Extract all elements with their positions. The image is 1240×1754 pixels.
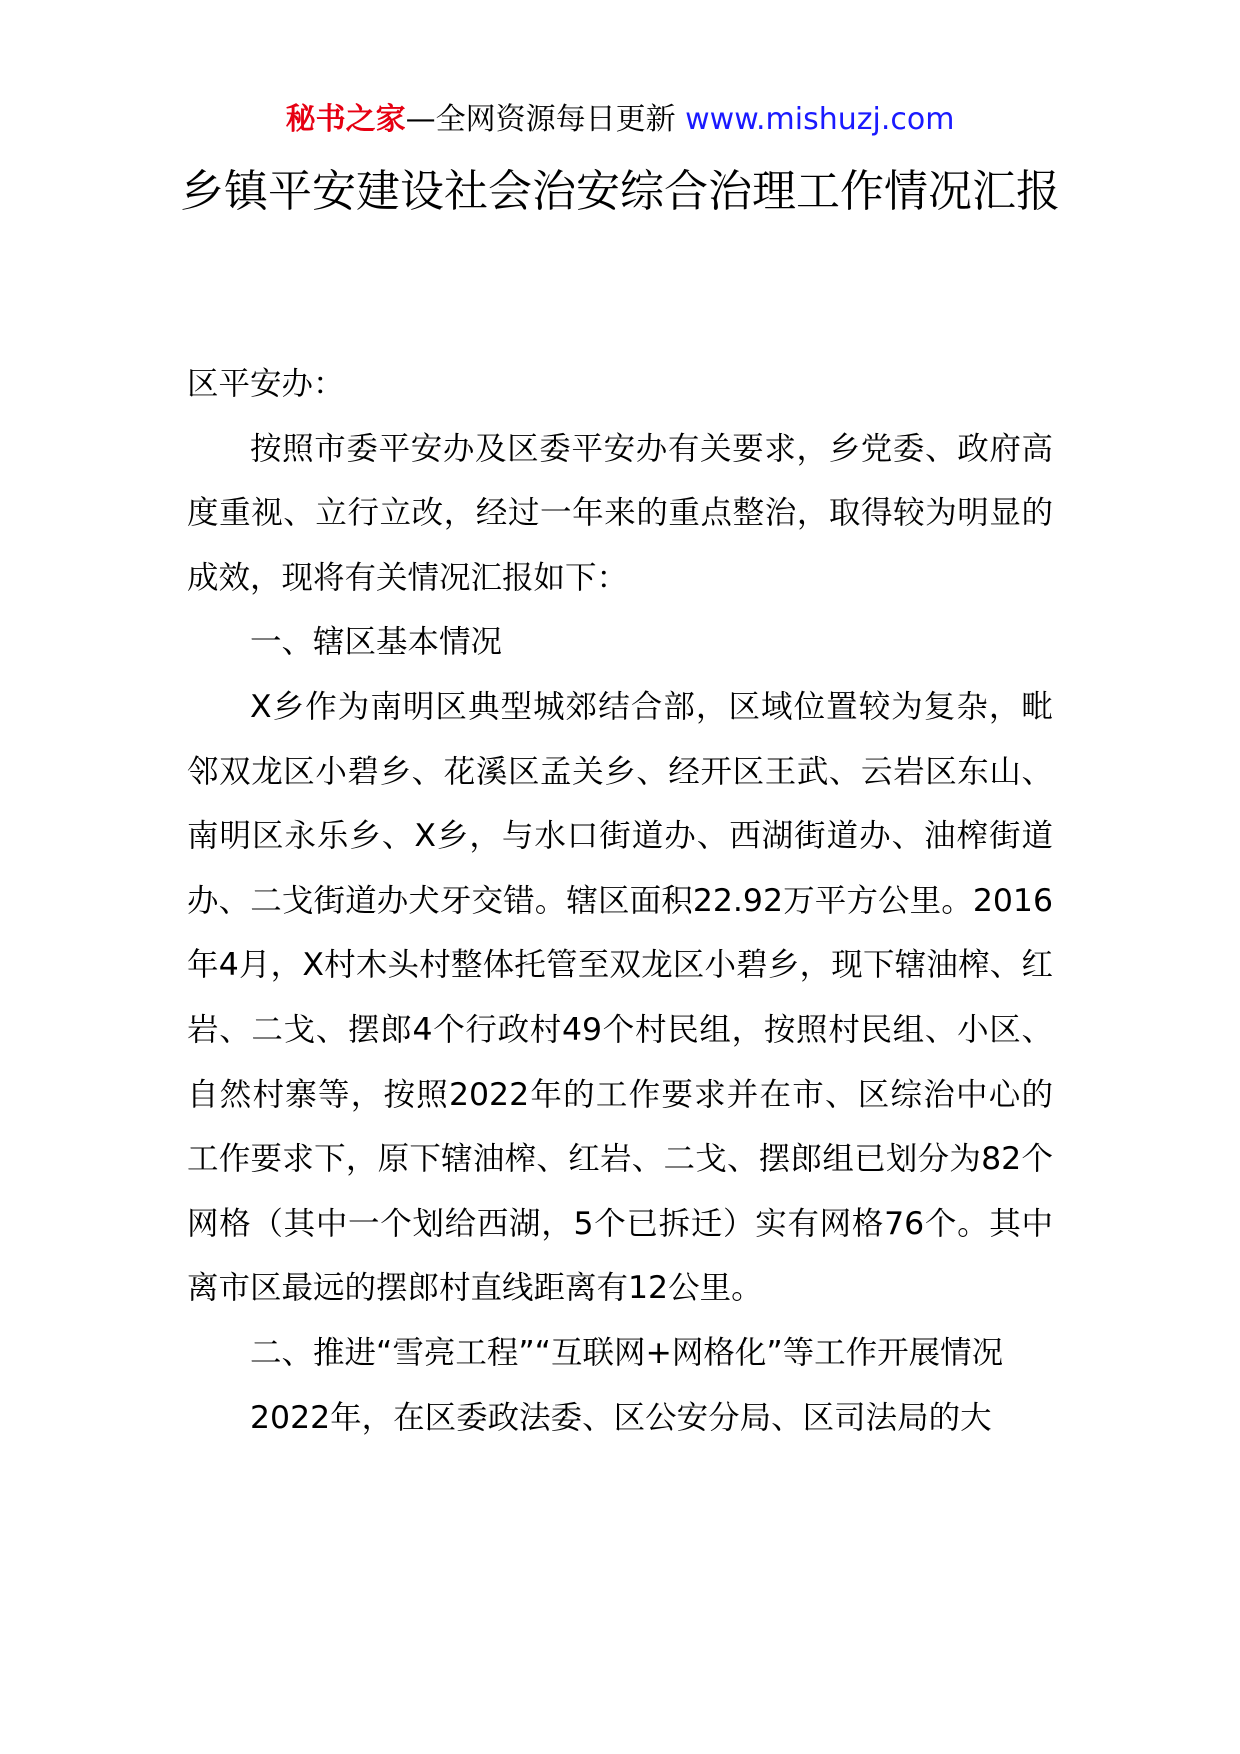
section-heading-1: 一、辖区基本情况 (250, 624, 503, 661)
section-heading-2: 二、推进“雪亮工程”“互联网+网格化”等工作开展情况 (250, 1334, 1004, 1371)
site-brand: 秘书之家 (285, 102, 406, 137)
section-1-paragraph: X乡作为南明区典型城郊结合部，区域位置较为复杂，毗邻双龙区小碧乡、花溪区孟关乡、经开区王武、云岩区东山、南明区永乐乡、X乡，与水口街道办、西湖街道办、油榨街道办、二戈街道办犬牙交错。辖区面积22.92万平方公里。2016年4月，X村木头村整体托管至双龙区小碧乡，现下辖油榨、红岩、二戈、摆郎4个行政村49个村民组，按照村民组、小区、自然村寨等，按照2022年的工作要求并在市、区综治中心的工作要求下，原下辖油榨、红岩、二戈、摆郎组已划分为82个网格（其中一个划给西湖，5个已拆迁）实有网格76个。其中离市区最远的摆郎村直线距离有12公里。 (187, 688, 1053, 1307)
document-body (187, 352, 1053, 1450)
site-url-link[interactable]: www.mishuzj.com (685, 102, 955, 137)
site-header (0, 98, 1240, 142)
site-tagline: —全网资源每日更新 (405, 102, 686, 137)
salutation: 区平安办： (187, 366, 345, 402)
document-title: 乡镇平安建设社会治安综合治理工作情况汇报 (180, 166, 1060, 217)
section-2-paragraph: 2022年，在区委政法委、区公安分局、区司法局的大 (250, 1399, 992, 1436)
intro-paragraph: 按照市委平安办及区委平安办有关要求，乡党委、政府高度重视、立行立改，经过一年来的重点整治，取得较为明显的成效，现将有关情况汇报如下： (187, 430, 1053, 596)
